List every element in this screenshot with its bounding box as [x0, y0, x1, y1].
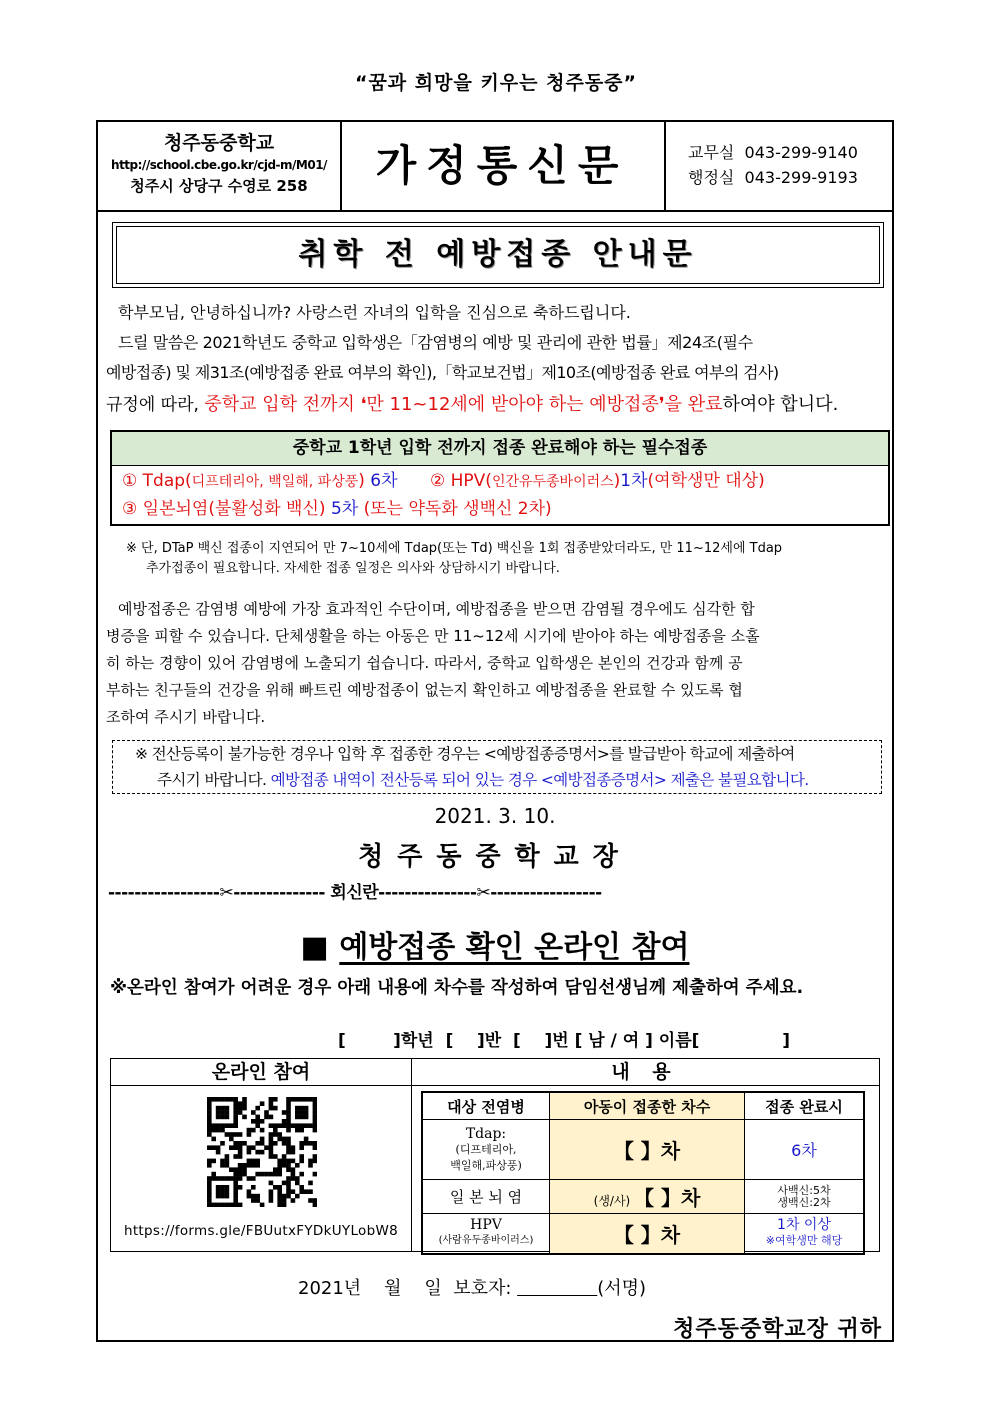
- complete-je: [745, 1180, 865, 1214]
- item-tdap-detail: 디프테리아, 백일해, 파상풍: [191, 474, 359, 490]
- required-item-row-2: [112, 496, 888, 523]
- item-hpv-close: ): [613, 471, 621, 491]
- content-header: 내 용: [411, 1059, 879, 1086]
- disease-sub-2: 백일해,파상풍): [450, 1158, 522, 1172]
- footnote-line-1: ※ 단, DTaP 백신 접종이 지연되어 만 7~10세에 Tdap(또는 Td) 백신을 1회 접종받았더라도, 만 11~12세에 Tdap: [126, 541, 783, 556]
- dose-blank[interactable]: 【 】차: [613, 1222, 681, 1247]
- reply-note: ※온라인 참여가 어려운 경우 아래 내용에 차수를 작성하여 담임선생님께 제출하여 주세요.: [110, 978, 804, 998]
- phone-label: 행정실: [688, 168, 735, 187]
- complete-note: ※여학생만 해당: [765, 1234, 843, 1248]
- required-vaccines-box: [110, 430, 890, 526]
- qr-code-icon[interactable]: [207, 1097, 317, 1207]
- cut-line: [108, 878, 888, 903]
- addressee: 청주동중학교장 귀하: [673, 1317, 882, 1342]
- dose-input-tdap[interactable]: [550, 1120, 745, 1180]
- cut-line-right: ---------------✂-----------------: [378, 883, 602, 903]
- phone-list: [688, 140, 858, 190]
- reply-title-text: 예방접종 확인 온라인 참여: [339, 930, 690, 965]
- item-je: ③ 일본뇌염(불활성화 백신): [122, 499, 331, 519]
- vaccine-table-header: [422, 1092, 864, 1120]
- survey-url[interactable]: https://forms.gle/FBUutxFYDkUYLobW8: [123, 1223, 398, 1239]
- disease-sub: (디프테리아,: [455, 1142, 517, 1156]
- complete-tdap: 6차: [745, 1120, 865, 1180]
- phone-number: 043-299-9140: [744, 143, 858, 162]
- table-row: [422, 1120, 864, 1180]
- school-address: 청주시 상당구 수영로 258: [130, 177, 308, 195]
- item-je-count: 5차: [330, 499, 359, 519]
- disease-label: HPV: [470, 1217, 502, 1234]
- reply-section-label: 회신란: [330, 883, 379, 903]
- school-url[interactable]: http://school.cbe.go.kr/cjd-m/M01/: [111, 158, 327, 172]
- intro-line-2: 드릴 말씀은 2021학년도 중학교 입학생은「감염병의 예방 및 관리에 관한 법률」제24조(필수: [118, 333, 753, 352]
- body-line-5: 조하여 주시기 바랍니다.: [106, 708, 266, 726]
- intro-line-4-post: 하여야 합니다.: [722, 394, 839, 415]
- guardian-signature-line: [298, 1274, 646, 1300]
- item-hpv: ② HPV(: [429, 471, 492, 491]
- issue-date: 2021. 3. 10.: [434, 804, 556, 828]
- intro-line-3: 예방접종) 및 제31조(예방접종 완료 여부의 확인),「학교보건법」제10조(예방접종 완료 여부의 검사): [106, 363, 779, 382]
- cut-line-left: -----------------✂--------------: [108, 883, 331, 903]
- phone-label: 교무실: [688, 143, 735, 162]
- newsletter-frame: [96, 120, 894, 1342]
- item-hpv-detail: 인간유두종바이러스: [491, 474, 614, 490]
- dose-blank[interactable]: 【 】차: [634, 1186, 701, 1210]
- motto: “꿈과 희망을 키우는 청주동중”: [354, 72, 638, 94]
- intro-line-4-emphasis: 중학교 입학 전까지 ❛만 11~12세에 받아야 하는 예방접종❜을 완료: [204, 394, 723, 415]
- table-row: [422, 1180, 864, 1214]
- student-info-line[interactable]: [ ]학년 [ ]반 [ ]번 [ 남 / 여 ] 이름[ ]: [338, 1031, 791, 1051]
- certificate-notice: [112, 740, 882, 794]
- complete-live: 생백신:2차: [777, 1195, 831, 1209]
- header: [98, 122, 892, 212]
- certificate-notice-line-2: [135, 767, 881, 793]
- dose-blank[interactable]: 【 】차: [613, 1139, 681, 1163]
- body-line-4: 부하는 친구들의 건강을 위해 빠트린 예방접종이 없는지 확인하고 예방접종을 완료할 수 있도록 협: [106, 681, 743, 699]
- disease-sub: (사람유두종바이러스): [438, 1235, 534, 1247]
- body-line-3: 히 하는 경향이 있어 감염병에 노출되기 쉽습니다. 따라서, 중학교 입학생은 본인의 건강과 함께 공: [106, 654, 743, 672]
- signature-label: (서명): [597, 1278, 647, 1299]
- dose-prefix: (생/사): [593, 1194, 635, 1208]
- reply-table: [110, 1058, 880, 1252]
- item-tdap-close: ): [358, 471, 371, 491]
- certificate-notice-blue: 예방접종 내역이 전산등록 되어 있는 경우 <예방접종증명서> 제출은 불필요합니다.: [270, 771, 809, 789]
- required-item-row-1: [112, 468, 888, 496]
- notice-title: 취학 전 예방접종 안내문: [116, 226, 880, 284]
- disease-hpv: [422, 1214, 550, 1254]
- item-hpv-note: (여학생만 대상): [647, 471, 765, 491]
- signature-blank[interactable]: [517, 1278, 597, 1299]
- col-doses: 아동이 접종한 차수: [550, 1092, 745, 1120]
- required-vaccines-heading: 중학교 1학년 입학 전까지 접종 완료해야 하는 필수접종: [112, 432, 888, 466]
- notice-title-box: [112, 222, 884, 288]
- item-tdap-count: 6차: [370, 471, 398, 491]
- complete-hpv: [745, 1214, 865, 1254]
- phone-number: 043-299-9193: [744, 168, 858, 187]
- intro-line-4: [106, 390, 886, 420]
- intro-line-4-pre: 규정에 따라,: [106, 395, 205, 415]
- square-bullet-icon: ■: [300, 930, 340, 965]
- signature-date: 2021년 월 일 보호자:: [298, 1278, 518, 1299]
- item-hpv-count: 1차: [620, 471, 648, 491]
- table-row: [422, 1214, 864, 1254]
- col-complete: 접종 완료시: [745, 1092, 865, 1120]
- phone-admin: [688, 165, 858, 190]
- footnote-line-2: 추가접종이 필요합니다. 자세한 접종 일정은 의사와 상담하시기 바랍니다.: [146, 561, 560, 576]
- body-line-2: 병증을 피할 수 있습니다. 단체생활을 하는 아동은 만 11~12세 시기에 받아야 하는 예방접종을 소홀: [106, 627, 760, 645]
- dose-input-hpv[interactable]: [550, 1214, 745, 1254]
- certificate-notice-line-1: ※ 전산등록이 불가능한 경우나 입학 후 접종한 경우는 <예방접종증명서>를 발급받아 학교에 제출하여: [135, 745, 795, 763]
- school-name: 청주동중학교: [163, 132, 275, 154]
- complete-inactivated: 사백신:5차: [777, 1183, 831, 1197]
- col-disease: 대상 전염병: [422, 1092, 550, 1120]
- disease-tdap: [422, 1120, 550, 1180]
- body-line-1: 예방접종은 감염병 예방에 가장 효과적인 수단이며, 예방접종을 받으면 감염될 경우에도 심각한 합: [118, 600, 755, 618]
- intro-line-1: 학부모님, 안녕하십니까? 사랑스런 자녀의 입학을 진심으로 축하드립니다.: [118, 303, 631, 322]
- newsletter-title: 가정통신문: [340, 122, 666, 210]
- item-tdap: ① Tdap(: [122, 471, 192, 491]
- qr-cell: [111, 1085, 412, 1251]
- school-info: [98, 122, 342, 210]
- dose-input-je[interactable]: [550, 1180, 745, 1214]
- certificate-notice-plain: 주시기 바랍니다.: [157, 771, 271, 789]
- disease-label: Tdap:: [465, 1125, 507, 1142]
- vaccine-table: [421, 1091, 865, 1255]
- item-je-note: (또는 약독화 생백신 2차): [358, 499, 552, 519]
- reply-title: [98, 922, 892, 966]
- disease-je: 일 본 뇌 염: [422, 1180, 550, 1214]
- phone-academic: [688, 140, 858, 165]
- complete-label: 1차 이상: [777, 1217, 831, 1234]
- online-header: 온라인 참여: [111, 1059, 412, 1086]
- principal-name: 청주동중학교장: [358, 842, 632, 872]
